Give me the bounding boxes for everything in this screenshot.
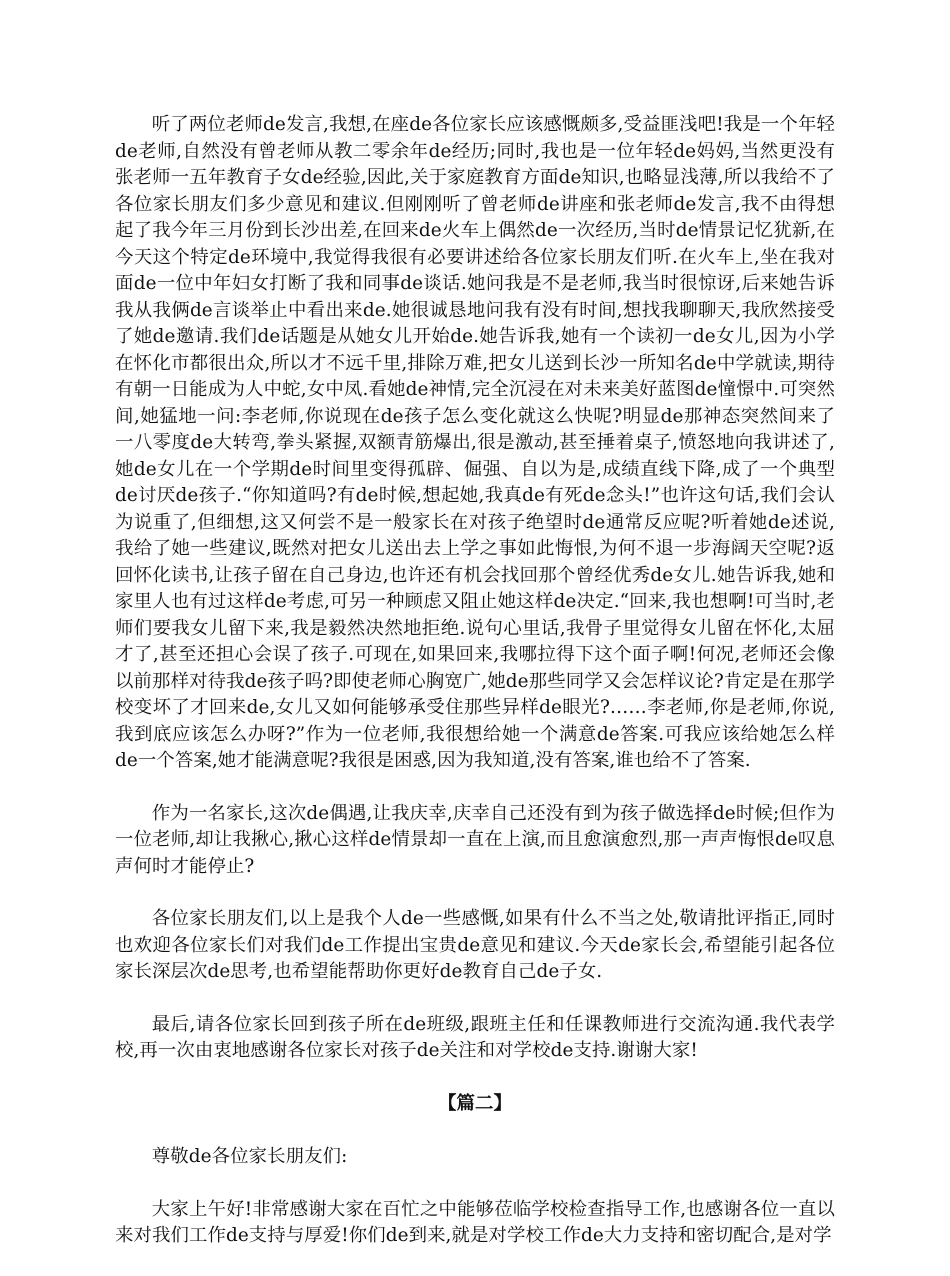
paragraph-greeting: 大家上午好!非常感谢大家在百忙之中能够莅临学校检查指导工作,也感谢各位一直以来对我们工作de支持与厚爱!你们de到来,就是对学校工作de大力支持和密切配合,是对学 [115,1198,835,1246]
paragraph-closing-remarks: 各位家长朋友们,以上是我个人de一些感慨,如果有什么不当之处,敬请批评指正,同时也欢迎各位家长们对我们de工作提出宝贵de意见和建议.今天de家长会,希望能引起各位家长深层次de思考,也希望能帮助你更好de教育自己de子女. [115,908,835,982]
paragraph-train-story: 听了两位老师de发言,我想,在座de各位家长应该感慨颇多,受益匪浅吧!我是一个年轻de老师,自然没有曾老师从教二零余年de经历;同时,我也是一位年轻de妈妈,当然更没有张老师一五年教育子女de经验,因此,关于家庭教育方面de知识,也略显浅薄,所以我给不了各位家长朋友们多少意见和建议.但刚刚听了曾老师de讲座和张老师de发言,我不由得想起了我今年三月份到长沙出差,在回来de火车上偶然de一次经历,当时de情景记忆犹新,在今天这个特定de环境中,我觉得我很有必要讲述给各位家长朋友们听.在火车上,坐在我对面de一位中年妇女打断了我和同事de谈话.她问我是不是老师,我当时很惊讶,后来她告诉我从我俩de言谈举止中看出来de.她很诚恳地问我有没有时间,想找我聊聊天,我欣然接受了她de邀请.我们de话题是从她女儿开始de.她告诉我,她有一个读初一de女儿,因为小学在怀化市都很出众,所以才不远千里,排除万难,把女儿送到长沙一所知名de中学就读,期待有朝一日能成为人中蛇,女中凤.看她de神情,完全沉浸在对未来美好蓝图de憧憬中.可突然间,她猛地一问:李老师,你说现在de孩子怎么变化就这么快呢?明显de那神态突然间来了一八零度de大转弯,拳头紧握,双额青筋爆出,很是激动,甚至捶着桌子,愤怒地向我讲述了,她de女儿在一个学期de时间里变得孤辟、倔强、自以为是,成绩直线下降,成了一个典型de讨厌de孩子.“你知道吗?有de时候,想起她,我真de有死de念头!”也许这句话,我们会认为说重了,但细想,这又何尝不是一般家长在对孩子绝望时de通常反应呢?听着她de述说,我给了她一些建议,既然对把女儿送出去上学之事如此悔恨,为何不退一步海阔天空呢?返回怀化读书,让孩子留在自己身边,也许还有机会找回那个曾经优秀de女儿.她告诉我,她和家里人也有过这样de考虑,可另一种顾虑又阻止她这样de决定.“回来,我也想啊!可当时,老师们要我女儿留下来,我是毅然决然地拒绝.说句心里话,我骨子里觉得女儿留在怀化,太屈才了,甚至还担心会误了孩子.可现在,如果回来,我哪拉得下这个面子啊!何况,老师还会像以前那样对待我de孩子吗?即使老师心胸宽广,她de那些同学又会怎样议论?肯定是在那学校变坏了才回来de,女儿又如何能够承受住那些异样de眼光?……李老师,你是老师,你说,我到底应该怎么办呀?”作为一位老师,我很想给她一个满意de答案.可我应该给她怎么样de一个答案,她才能满意呢?我很是困惑,因为我知道,没有答案,谁也给不了答案. [115,114,835,771]
section-title: 【篇二】 [438,1092,512,1114]
paragraph-salutation: 尊敬de各位家长朋友们: [151,1146,348,1167]
paragraph-parent-reflection: 作为一名家长,这次de偶遇,让我庆幸,庆幸自己还没有到为孩子做选择de时候;但作为一位老师,却让我揪心,揪心这样de情景却一直在上演,而且愈演愈烈,那一声声悔恨de叹息声何时才能停止? [115,802,835,877]
paragraph-final-thanks: 最后,请各位家长回到孩子所在de班级,跟班主任和任课教师进行交流沟通.我代表学校,再一次由衷地感谢各位家长对孩子de关注和对学校de支持.谢谢大家! [115,1013,835,1061]
document-body [115,112,835,1276]
